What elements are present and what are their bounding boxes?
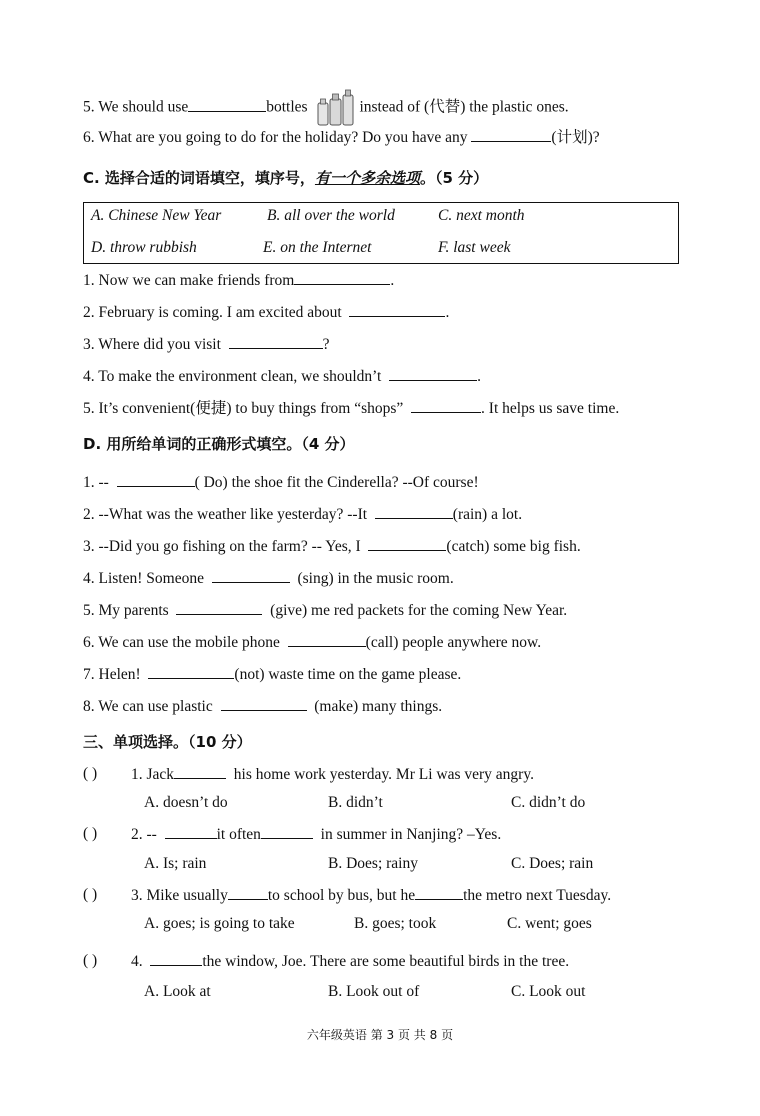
question-c1: 1. Now we can make friends from . xyxy=(83,272,395,289)
question-d1: 1. -- ( Do) the shoe fit the Cinderella? --Of course! xyxy=(83,474,479,491)
option-b: B. all over the world xyxy=(267,207,395,224)
question-d4: 4. Listen! Someone (sing) in the music room. xyxy=(83,570,454,587)
answer-blank[interactable] xyxy=(294,270,390,285)
page-footer: 六年级英语 第 3 页 共 8 页 xyxy=(306,1028,454,1042)
answer-blank xyxy=(228,885,268,900)
answer-blank xyxy=(165,824,217,839)
question-d7: 7. Helen! (not) waste time on the game please. xyxy=(83,666,462,683)
options-box xyxy=(83,202,679,264)
answer-paren[interactable]: ( ) xyxy=(83,952,98,969)
option-c: C. next month xyxy=(438,207,525,224)
answer-blank xyxy=(261,824,313,839)
answer-blank xyxy=(150,951,202,966)
question-c5: 5. It’s convenient(便捷) to buy things from “shops” . It helps us save time. xyxy=(83,400,620,417)
answer-blank[interactable] xyxy=(229,334,323,349)
answer-blank[interactable] xyxy=(349,302,445,317)
choice-2b[interactable]: B. Does; rainy xyxy=(328,855,418,872)
choice-1c[interactable]: C. didn’t do xyxy=(511,794,586,811)
answer-blank[interactable] xyxy=(188,97,266,112)
answer-blank xyxy=(174,764,226,779)
answer-blank[interactable] xyxy=(212,568,290,583)
section-d-title: D. 用所给单词的正确形式填空。（4 分） xyxy=(83,435,355,453)
question-c2: 2. February is coming. I am excited about . xyxy=(83,304,450,321)
section-3-title: 三、单项选择。（10 分） xyxy=(83,733,252,751)
answer-blank[interactable] xyxy=(411,398,481,413)
option-d: D. throw rubbish xyxy=(91,239,197,256)
question-d2: 2. --What was the weather like yesterday? --It (rain) a lot. xyxy=(83,506,523,523)
choice-4b[interactable]: B. Look out of xyxy=(328,983,420,1000)
answer-blank[interactable] xyxy=(117,472,195,487)
question-d5: 5. My parents (give) me red packets for the coming New Year. xyxy=(83,602,568,619)
choice-4a[interactable]: A. Look at xyxy=(144,983,211,1000)
answer-blank[interactable] xyxy=(389,366,477,381)
answer-blank[interactable] xyxy=(471,127,551,142)
question-b5: 5. We should use bottles instead of (代替) the plastic ones. xyxy=(83,89,569,127)
question-d8: 8. We can use plastic (make) many things. xyxy=(83,698,443,715)
answer-paren[interactable]: ( ) xyxy=(83,765,98,782)
answer-paren[interactable]: ( ) xyxy=(83,825,98,842)
section-c-title: C. 选择合适的词语填空，填序号，有一个多余选项。（5 分） xyxy=(83,169,489,187)
choice-3c[interactable]: C. went; goes xyxy=(507,915,592,932)
choice-1a[interactable]: A. doesn’t do xyxy=(144,794,228,811)
choice-3a[interactable]: A. goes; is going to take xyxy=(144,915,295,932)
bottles-icon xyxy=(315,89,355,127)
choice-3b[interactable]: B. goes; took xyxy=(354,915,437,932)
answer-paren[interactable]: ( ) xyxy=(83,886,98,903)
question-c4: 4. To make the environment clean, we shouldn’t . xyxy=(83,368,481,385)
choice-4c[interactable]: C. Look out xyxy=(511,983,586,1000)
option-e: E. on the Internet xyxy=(263,239,372,256)
question-c3: 3. Where did you visit ? xyxy=(83,336,330,353)
question-d6: 6. We can use the mobile phone (call) people anywhere now. xyxy=(83,634,542,651)
question-d3: 3. --Did you go fishing on the farm? -- Yes, I (catch) some big fish. xyxy=(83,538,581,555)
choice-2a[interactable]: A. Is; rain xyxy=(144,855,207,872)
question-b6: 6. What are you going to do for the holiday? Do you have any (计划)? xyxy=(83,129,600,146)
choice-2c[interactable]: C. Does; rain xyxy=(511,855,594,872)
option-a: A. Chinese New Year xyxy=(91,207,222,224)
answer-blank[interactable] xyxy=(368,536,446,551)
answer-blank[interactable] xyxy=(375,504,453,519)
option-f: F. last week xyxy=(438,239,511,256)
answer-blank[interactable] xyxy=(176,600,262,615)
answer-blank[interactable] xyxy=(148,664,234,679)
answer-blank[interactable] xyxy=(221,696,307,711)
answer-blank xyxy=(415,885,463,900)
answer-blank[interactable] xyxy=(288,632,366,647)
choice-1b[interactable]: B. didn’t xyxy=(328,794,383,811)
